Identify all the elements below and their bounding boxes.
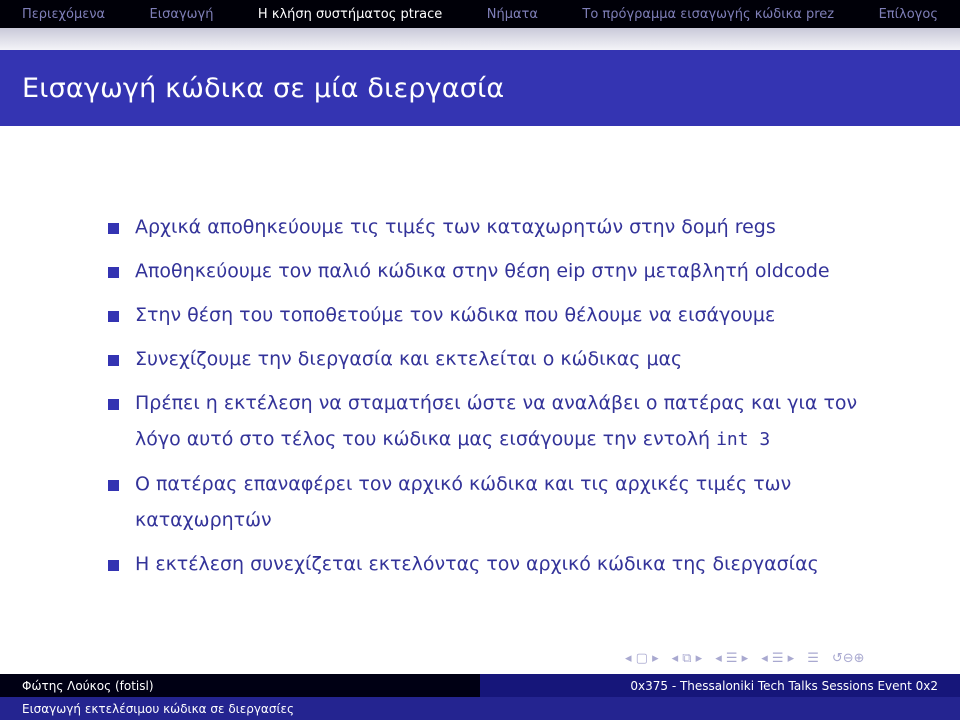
bullet-item — [108, 385, 898, 458]
nav-item-prez[interactable]: Το πρόγραμμα εισαγωγής κώδικα prez — [582, 6, 835, 22]
bullet-text: Ο πατέρας επαναφέρει τον αρχικό κώδικα και τις αρχικές τιμές των καταχωρητών — [135, 473, 792, 531]
bullet-list — [108, 209, 898, 590]
bullet-square-icon — [108, 355, 119, 366]
nav-item-epilogue[interactable]: Επίλογος — [878, 6, 938, 22]
bullet-square-icon — [108, 267, 119, 278]
prev-next-slide-icon[interactable]: ◂ ▢ ▸ — [625, 650, 659, 666]
section-navigation — [0, 0, 960, 28]
bullet-square-icon — [108, 480, 119, 491]
search-zoom-icon[interactable]: ↺⊖⊕ — [831, 650, 865, 666]
bullet-item — [108, 209, 898, 245]
bullet-item — [108, 253, 898, 289]
bullet-item — [108, 341, 898, 377]
nav-item-contents[interactable]: Περιεχόμενα — [22, 6, 106, 22]
footer-short-title: Εισαγωγή εκτελέσιμου κώδικα σε διεργασίες — [0, 697, 960, 720]
footer-author: Φώτης Λούκος (fotisl) — [0, 674, 480, 697]
bullet-square-icon — [108, 560, 119, 571]
beamer-navigation-controls — [625, 648, 955, 668]
bullet-square-icon — [108, 399, 119, 410]
appendix-icon[interactable]: ☰ — [807, 650, 819, 666]
nav-item-ptrace[interactable]: Η κλήση συστήματος ptrace — [257, 6, 443, 22]
bullet-square-icon — [108, 223, 119, 234]
bullet-text: Αποθηκεύουμε τον παλιό κώδικα στην θέση eip στην μεταβλητή oldcode — [135, 260, 830, 282]
bullet-code: int 3 — [716, 429, 771, 450]
bullet-text: Στην θέση του τοποθετούμε τον κώδικα που θέλουμε να εισάγουμε — [135, 304, 776, 326]
footer-event: 0x375 - Thessaloniki Tech Talks Sessions Event 0x2 — [480, 674, 960, 697]
prev-next-frame-icon[interactable]: ◂ ⧉ ▸ — [671, 650, 703, 666]
slide-title: Εισαγωγή κώδικα σε μία διεργασία — [22, 72, 505, 104]
slide-title-bar — [0, 50, 960, 126]
bullet-text: Η εκτέλεση συνεχίζεται εκτελόντας τον αρχικό κώδικα της διεργασίας — [135, 553, 819, 575]
prev-next-section-icon[interactable]: ◂ ☰ ▸ — [761, 650, 795, 666]
bullet-text: Πρέπει η εκτέλεση να σταματήσει ώστε να αναλάβει ο πατέρας και για τον λόγο αυτό στο τέλος του κώδικα μας εισάγουμε την εντολή — [135, 392, 858, 450]
bullet-item — [108, 297, 898, 333]
bullet-item — [108, 546, 898, 582]
prev-next-subsection-icon[interactable]: ◂ ☰ ▸ — [715, 650, 749, 666]
nav-shadow — [0, 28, 960, 50]
nav-item-introduction[interactable]: Εισαγωγή — [149, 6, 214, 22]
bullet-square-icon — [108, 311, 119, 322]
bullet-text: Αρχικά αποθηκεύουμε τις τιμές των καταχωρητών στην δομή regs — [135, 216, 776, 238]
nav-item-threads[interactable]: Νήματα — [486, 6, 538, 22]
bullet-text: Συνεχίζουμε την διεργασία και εκτελείται ο κώδικας μας — [135, 348, 683, 370]
bullet-item — [108, 466, 898, 538]
footer-top — [0, 674, 960, 697]
